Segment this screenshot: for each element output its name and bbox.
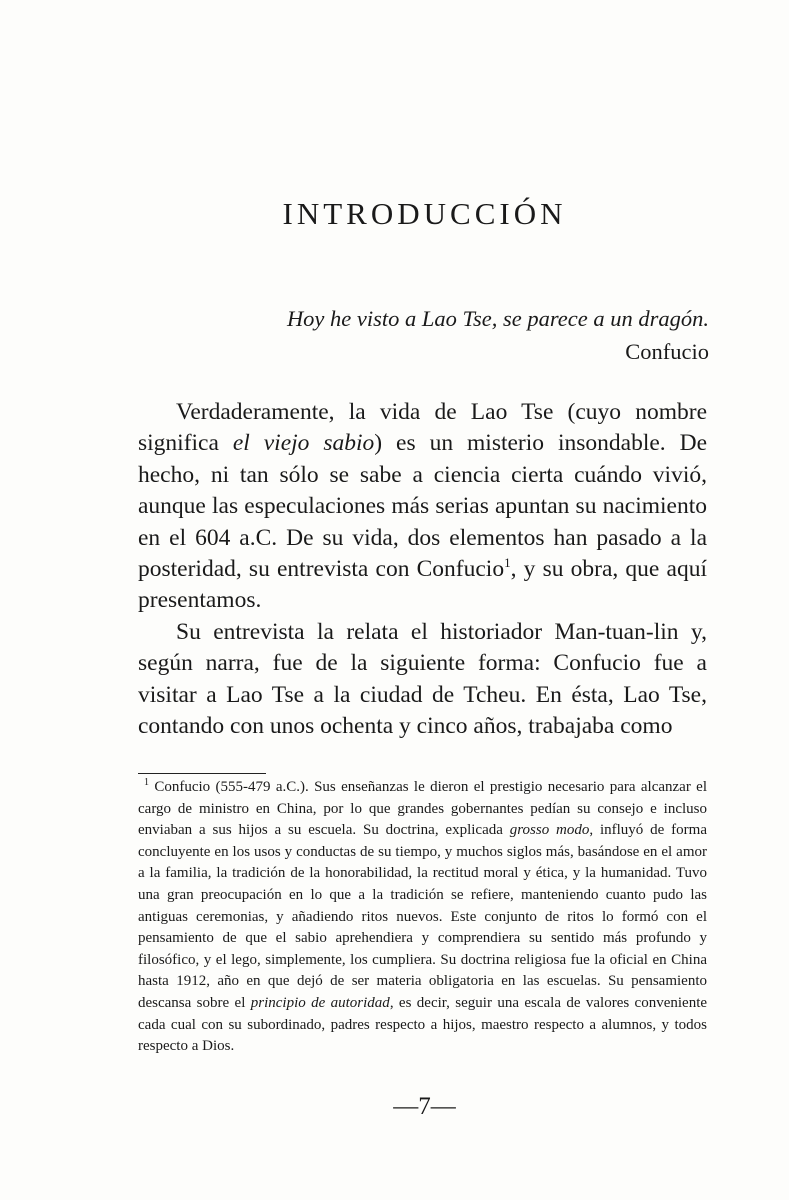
paragraph-1-text-b: ) es un misterio insondable. De hecho, ni tan sólo se sabe a ciencia cierta cuándo vivió, aunque las especulaciones más serias apuntan su nacimiento en el 604 a.C. De su vida, dos elementos han pasado a la posteridad, su entrevista con Confucio: [138, 430, 707, 583]
paragraph-1-text-c: , y su obra, que aquí presentamos.: [138, 556, 707, 614]
epigraph-author: Confucio: [625, 339, 709, 364]
footnote-divider: [138, 773, 266, 774]
paragraph-1-text-a: Verdaderamente, la vida de Lao Tse (cuyo nombre significa: [138, 399, 707, 457]
body-text: [138, 397, 707, 742]
epigraph: [287, 302, 709, 368]
footnote-marker: 1: [144, 777, 149, 788]
footnote-text-b: , influyó de forma concluyente en los usos y conductas de su tiempo, y muchos siglos más, basándose en el amor a la familia, la tradición de la honorabilidad, la rectitud moral y ética, y la humanidad. Tuvo una gran preocupación en lo que a la tradición se refiere, manteniendo cuanto pudo las antiguas ceremonias, y añadiendo ritos nuevos. Este conjunto de ritos lo formó con el pensamiento de que el sabio aprehendiera y comprendiera su sentido más profundo y filosófico, y el lego, simplemente, los cumpliera. Su doctrina religiosa fue la oficial en China hasta 1912, año en que dejó de ser materia obligatoria en las escuelas. Su pensamiento descansa sobre el: [138, 822, 707, 1011]
paragraph-2: Su entrevista la relata el historiador Man-tuan-lin y, según narra, fue de la siguiente forma: Confucio fue a visitar a Lao Tse a la ciudad de Tcheu. En ésta, Lao Tse, contando con unos ochenta y cinco años, trabajaba como: [138, 618, 707, 740]
page-number: —7—: [393, 1093, 456, 1120]
footnote-emphasis-2: principio de autoridad: [250, 994, 390, 1011]
epigraph-quote: Hoy he visto a Lao Tse, se parece a un dragón.: [286, 306, 709, 331]
footnote-text-c: , es decir, seguir una escala de valores conveniente cada cual con su subordinado, padres respecto a hijos, maestro respecto a alumnos, y todos respecto a Dios.: [138, 994, 708, 1055]
footnote-emphasis-1: grosso modo: [509, 822, 590, 839]
paragraph-1: [138, 397, 707, 617]
footnotes: [138, 777, 707, 1058]
chapter-title: INTRODUCCIÓN: [282, 196, 567, 231]
footnote-1: [138, 777, 707, 1058]
footnote-text-a: Confucio (555-479 a.C.). Sus enseñanzas le dieron el prestigio necesario para alcanzar el cargo de ministro en China, por lo que grandes gobernantes pedían su consejo e incluso enviaban a sus hijos a su escuela. Su doctrina, explicada: [138, 779, 707, 839]
footnote-reference: 1: [504, 555, 511, 571]
paragraph-1-emphasis: el viejo sabio: [232, 430, 375, 457]
